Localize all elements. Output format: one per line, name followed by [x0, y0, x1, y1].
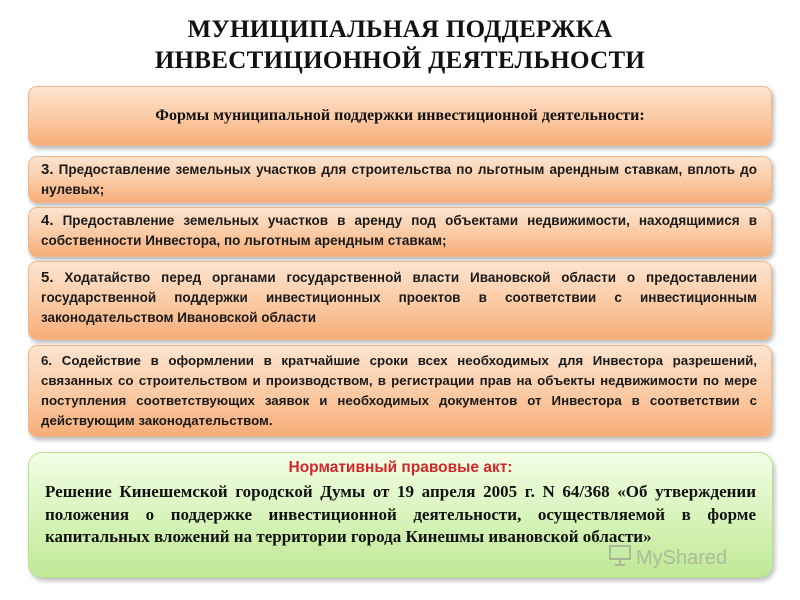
- support-item-text: Предоставление земельных участков для строительства по льготным арендным ставкам, вплоть до нулевых;: [41, 162, 757, 197]
- support-item-3: [28, 156, 772, 203]
- normative-act-text: Решение Кинешемской городской Думы от 19 апреля 2005 г. N 64/368 «Об утверждении положения о поддержке инвестиционной деятельности, осуществляемой в форме капитальных вложений на территории города Кинешмы ивановской области»: [45, 482, 756, 546]
- normative-act-heading: Нормативный правовые акт:: [288, 459, 513, 476]
- page-title-line-2: ИНВЕСТИЦИОННОЙ ДЕЯТЕЛЬНОСТИ: [154, 47, 646, 74]
- support-item-4: [28, 207, 772, 257]
- watermark-text: MyShared: [636, 546, 728, 569]
- forms-header-text: Формы муниципальной поддержки инвестиционной деятельности:: [155, 107, 645, 124]
- support-item-number: 4.: [41, 212, 54, 229]
- support-item-number: 5.: [41, 269, 54, 286]
- forms-header-box: [28, 86, 772, 146]
- support-item-text: Предоставление земельных участков в аренду под объектами недвижимости, находящимися в собственности Инвестора, по льготным арендным ставкам;: [41, 213, 757, 248]
- support-item-number: 6.: [41, 353, 53, 368]
- support-item-5: [28, 261, 772, 340]
- page-title-line-1: МУНИЦИПАЛЬНАЯ ПОДДЕРЖКА: [187, 16, 613, 43]
- presentation-board-icon: [608, 543, 632, 573]
- support-item-number: 3.: [41, 161, 54, 178]
- watermark: [608, 540, 774, 576]
- support-item-text: Ходатайство перед органами государственной власти Ивановской области о предоставлении государственной поддержки инвестиционных проектов в соответствии с инвестиционным законодательством Ивановской области: [41, 270, 757, 325]
- page-title: [0, 14, 800, 76]
- support-item-6: [28, 345, 772, 437]
- support-item-text: Содействие в оформлении в кратчайшие сроки всех необходимых для Инвестора разрешений, связанных со строительством и производством, в регистрации прав на объекты недвижимости по мере поступления соответствующих заявок и необходимых документов от Инвестора в соответствии с действующим законодательством.: [41, 353, 757, 428]
